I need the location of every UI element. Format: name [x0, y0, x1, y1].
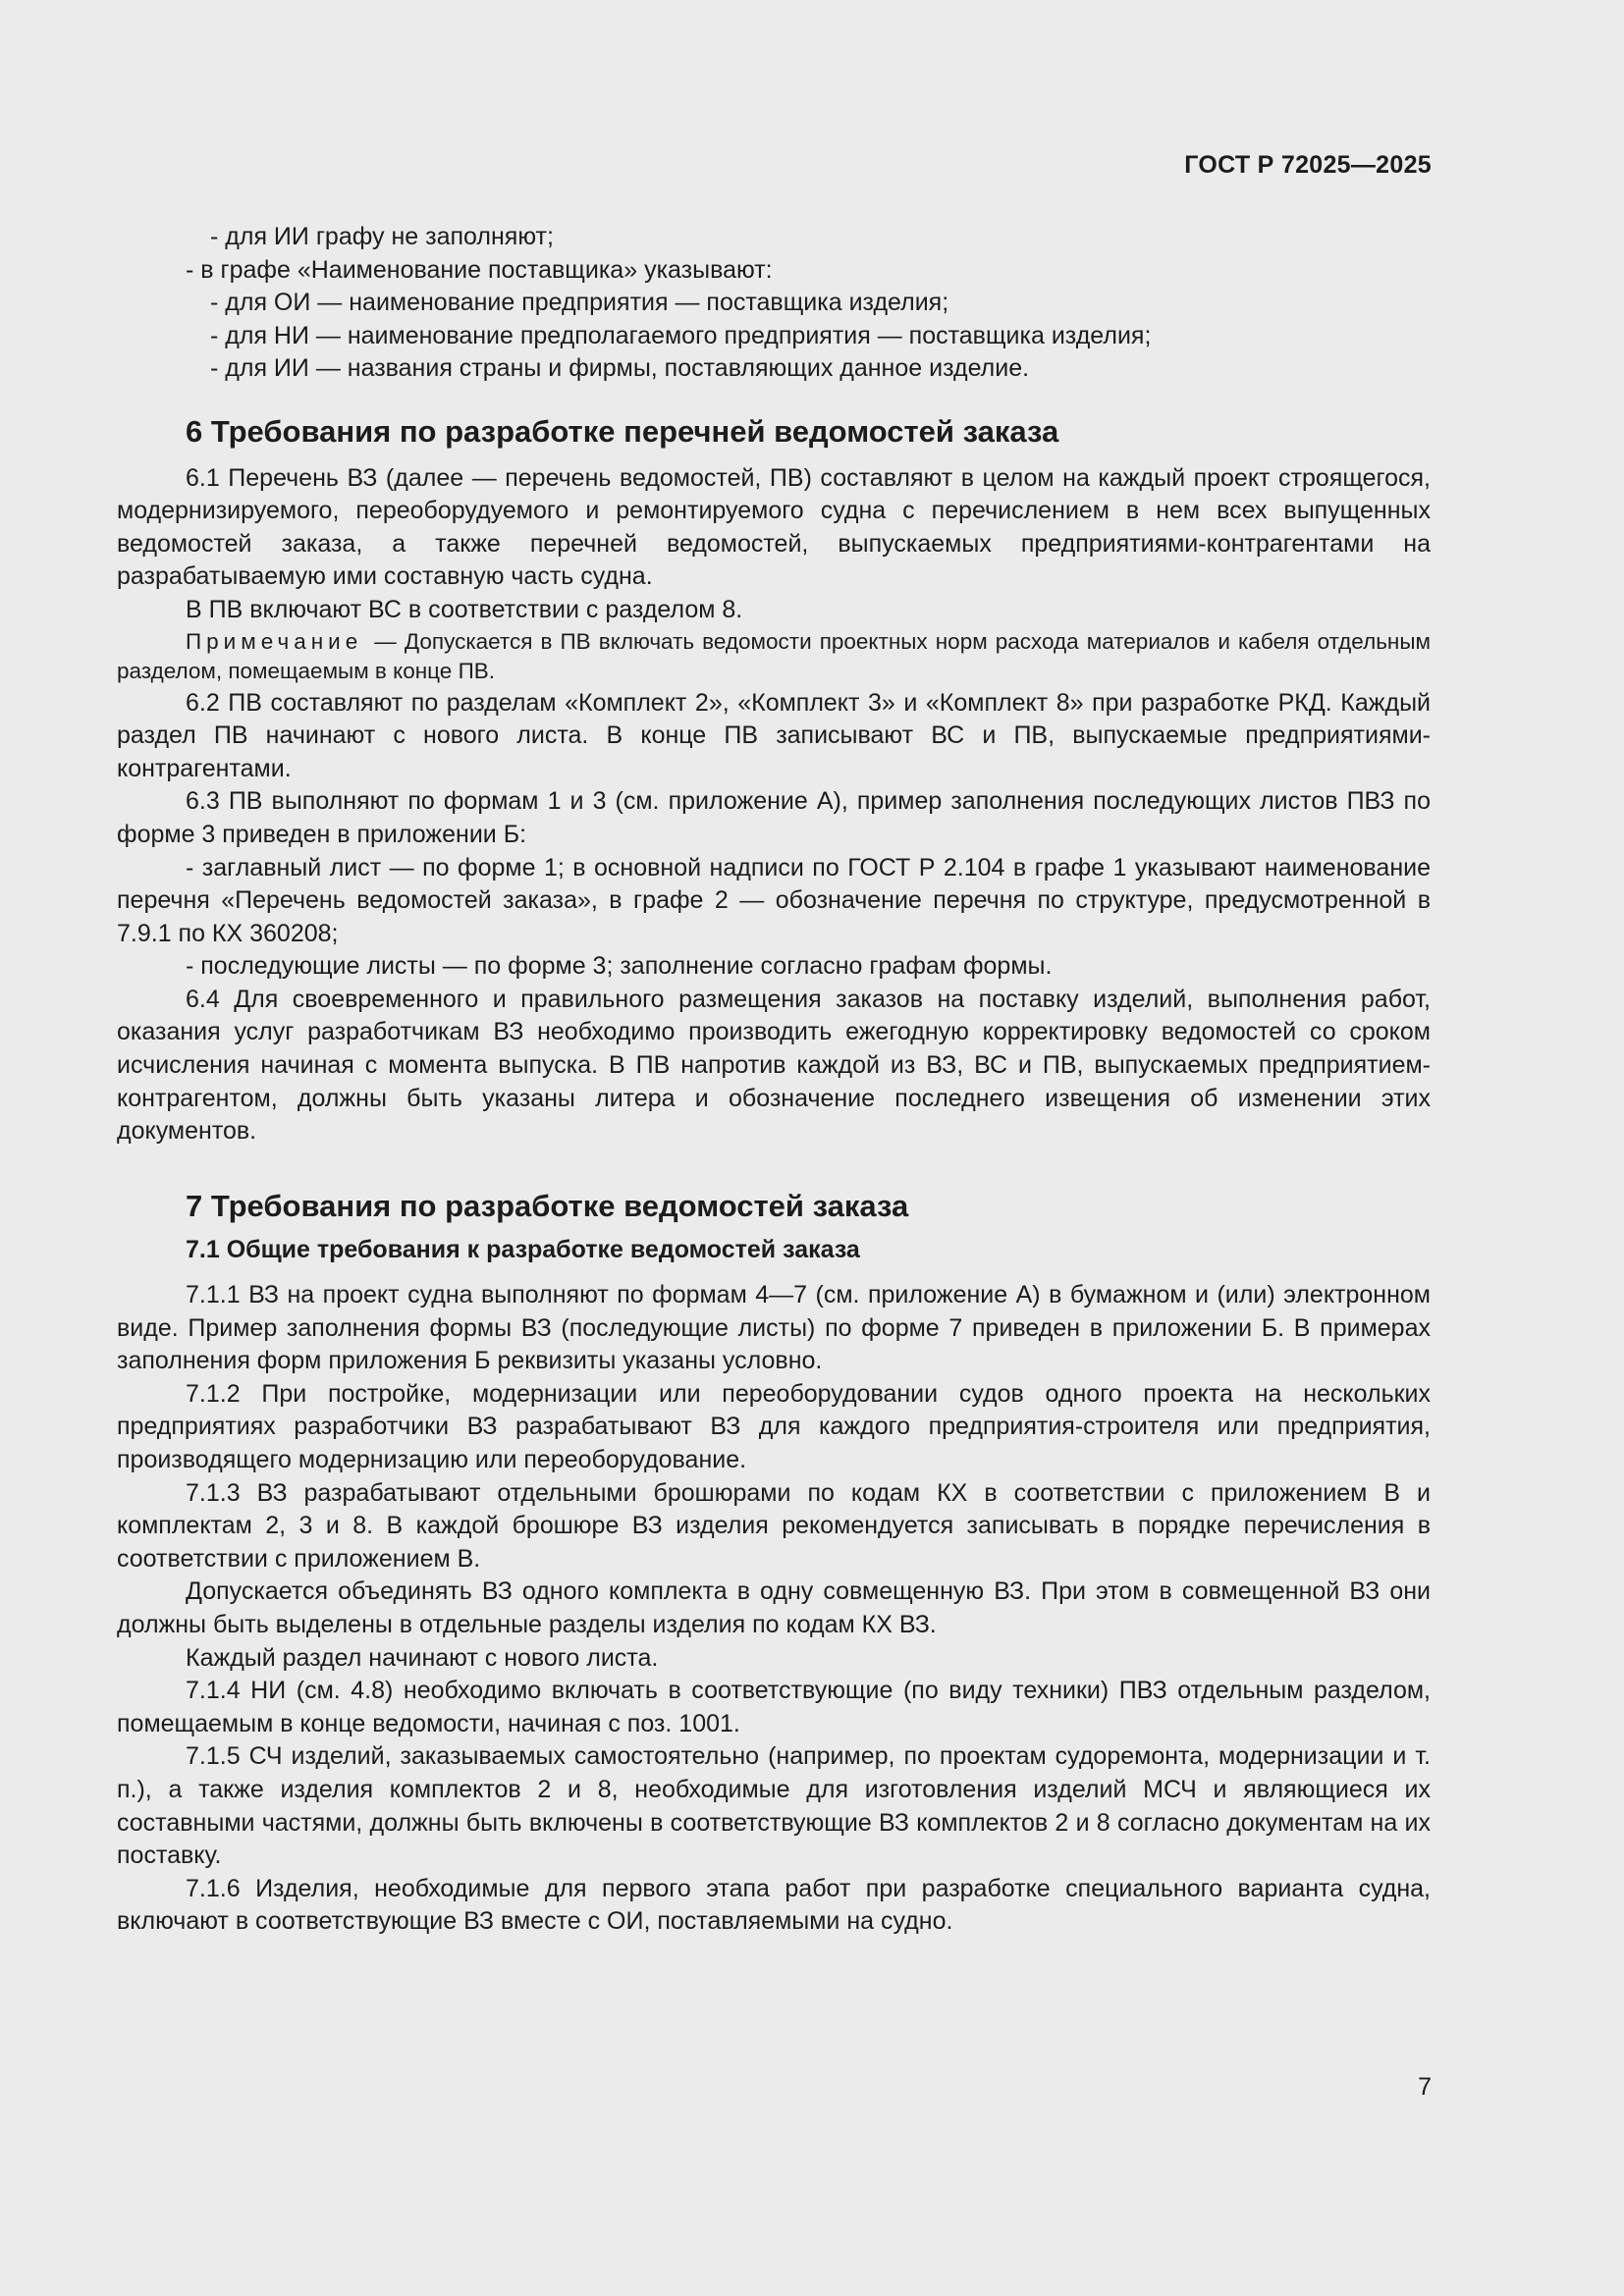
paragraph-7-1-2: 7.1.2 При постройке, модернизации или переоборудовании судов одного проекта на нескольких предприятиях разработчики ВЗ разрабатывают ВЗ для каждого предприятия-строителя или предприятия, производящего модернизацию или переоборудование. [117, 1379, 1431, 1473]
note-label: Примечание [186, 628, 363, 654]
paragraph-7-1-4: 7.1.4 НИ (см. 4.8) необходимо включать в соответствующие (по виду техники) ПВЗ отдельным разделом, помещаемым в конце ведомости, начиная с поз. 1001. [117, 1677, 1431, 1737]
paragraph-7-1-3: 7.1.3 ВЗ разрабатывают отдельными брошюрами по кодам КХ в соответствии с приложением В и комплектам 2, 3 и 8. В каждой брошюре ВЗ изделия рекомендуется записывать в порядке перечисления в соответствии с приложением В. [117, 1478, 1431, 1573]
paragraph-7-1-1: 7.1.1 ВЗ на проект судна выполняют по формам 4—7 (см. приложение А) в бумажном и (или) электронном виде. Пример заполнения формы ВЗ (последующие листы) по форме 7 приведен в приложении Б. В примерах заполнения форм приложения Б реквизиты указаны условно. [117, 1281, 1431, 1375]
paragraph-7-1-3-note: Каждый раздел начинают с нового листа. [186, 1643, 659, 1672]
paragraph-6-2: 6.2 ПВ составляют по разделам «Комплект 2», «Комплект 3» и «Комплект 8» при разработке РКД. Каждый раздел ПВ начинают с нового листа. В конце ПВ записывают ВС и ПВ, выпускаемые предприятиями-контрагентами. [117, 688, 1431, 782]
section-7-heading: 7 Требования по разработке ведомостей заказа [186, 1188, 909, 1223]
list-item: - в графе «Наименование поставщика» указывают: [186, 255, 773, 284]
list-item: - для ИИ — названия страны и фирмы, поставляющих данное изделие. [210, 354, 1030, 383]
list-item: - для ОИ — наименование предприятия — поставщика изделия; [210, 289, 949, 317]
note [117, 627, 1431, 687]
paragraph-7-1-6: 7.1.6 Изделия, необходимые для первого этапа работ при разработке специального варианта судна, включают в соответствующие ВЗ вместе с ОИ, поставляемыми на судно. [117, 1874, 1431, 1936]
subsection-7-1-heading: 7.1 Общие требования к разработке ведомостей заказа [186, 1236, 860, 1264]
paragraph-6-4: 6.4 Для своевременного и правильного размещения заказов на поставку изделий, выполнения работ, оказания услуг разработчикам ВЗ необходимо производить ежегодную корректировку ведомостей со сроком исчисления начиная с момента выпуска. В ПВ напротив каждой из ВЗ, ВС и ПВ, выпускаемых предприятием-контрагентом, должны быть указаны литера и обозначение последнего извещения об изменении этих документов. [117, 985, 1431, 1146]
list-item: - для ИИ графу не заполняют; [210, 223, 554, 250]
paragraph-6-3: 6.3 ПВ выполняют по формам 1 и 3 (см. приложение А), пример заполнения последующих листов ПВЗ по форме 3 приведен в приложении Б: [117, 787, 1431, 848]
paragraph-7-1-3-continued: Допускается объединять ВЗ одного комплекта в одну совмещенную ВЗ. При этом в совмещенной ВЗ они должны быть выделены в отдельные разделы изделия по кодам КХ ВЗ. [117, 1577, 1431, 1638]
paragraph-7-1-5: 7.1.5 СЧ изделий, заказываемых самостоятельно (например, по проектам судоремонта, модернизации и т. п.), а также изделия комплектов 2 и 8, необходимые для изготовления изделий МСЧ и являющиеся их составными частями, должны быть включены в соответствующие ВЗ комплектов 2 и 8 согласно документам на их поставку. [117, 1742, 1431, 1870]
section-6-heading: 6 Требования по разработке перечней ведомостей заказа [186, 413, 1059, 449]
list-item: - для НИ — наименование предполагаемого предприятия — поставщика изделия; [210, 321, 1152, 349]
paragraph-6-1-continued: В ПВ включают ВС в соответствии с разделом 8. [186, 595, 743, 623]
page-body [117, 221, 1431, 1939]
document-designation: ГОСТ Р 72025—2025 [1184, 151, 1432, 179]
note-text: — Допускается в ПВ включать ведомости проектных норм расхода материалов и кабеля отдельным разделом, помещаемым в конце ПВ. [117, 628, 1431, 684]
paragraph-6-1: 6.1 Перечень ВЗ (далее — перечень ведомостей, ПВ) составляют в целом на каждый проект строящегося, модернизируемого, переоборудуемого и ремонтируемого судна с перечислением в нем всех выпущенных ведомостей заказа, а также перечней ведомостей, выпускаемых предприятиями-контрагентами на разрабатываемую ими составную часть судна. [117, 463, 1431, 591]
paragraph-6-3-item-1: - заглавный лист — по форме 1; в основной надписи по ГОСТ Р 2.104 в графе 1 указывают наименование перечня «Перечень ведомостей заказа», в графе 2 — обозначение перечня по структуре, предусмотренной в 7.9.1 по КХ 360208; [117, 853, 1431, 947]
paragraph-6-3-item-2: - последующие листы — по форме 3; заполнение согласно графам формы. [186, 952, 1053, 981]
page-number: 7 [1418, 2073, 1432, 2101]
